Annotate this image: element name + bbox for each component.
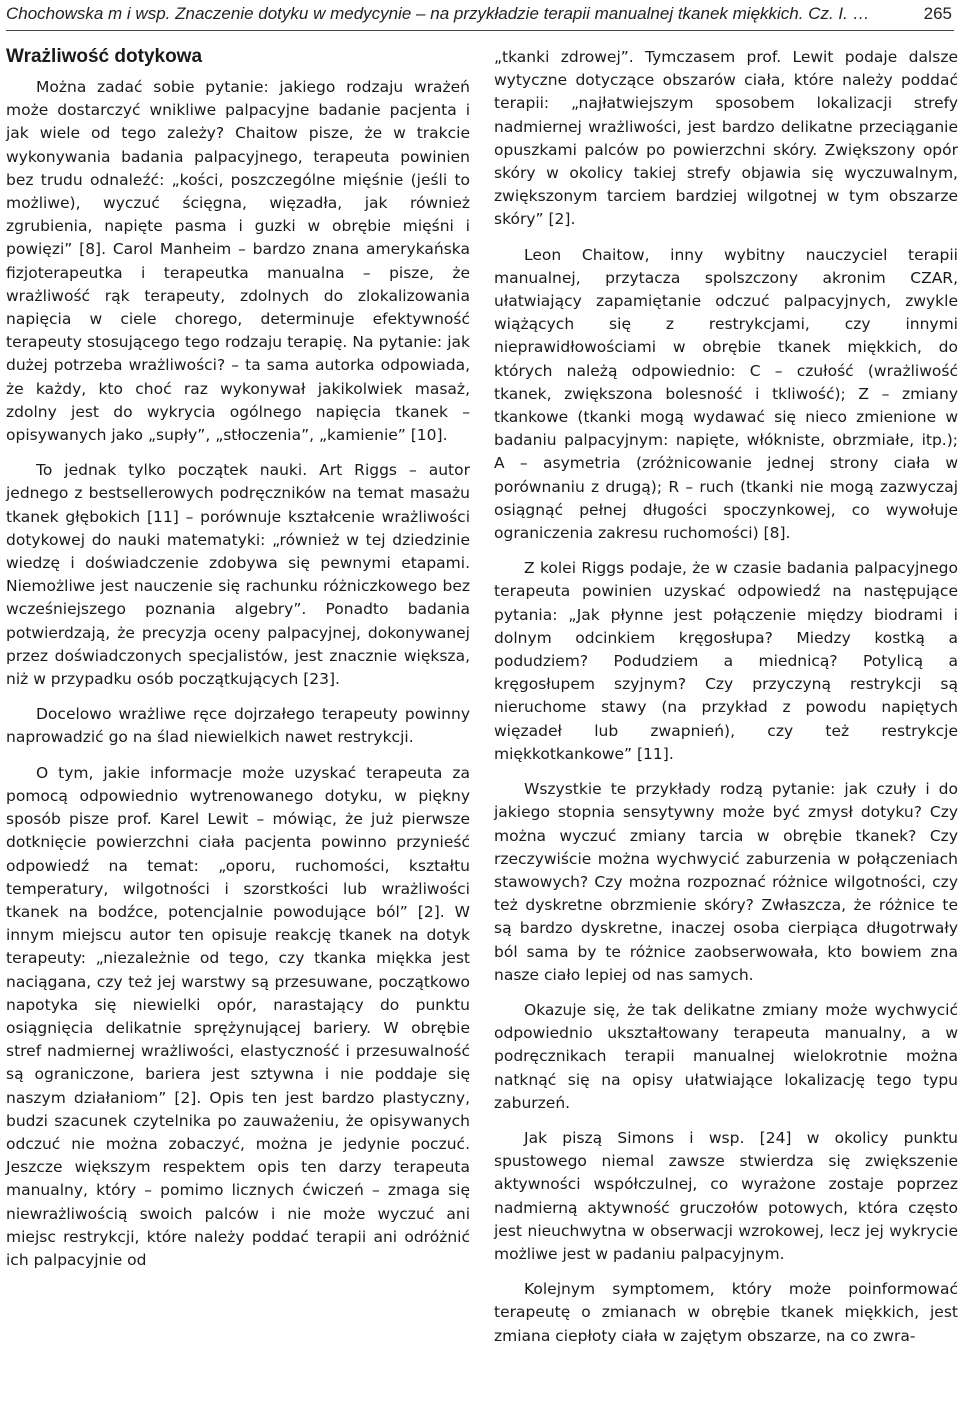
- paragraph: O tym, jakie informacje może uzyskać terapeuta za pomocą odpowiednio wytrenowanego dotyku, w piękny sposób pisze prof. Karel Lewit – mówiąc, że już pierwsze dotknięcie powierzchni ciała pacjenta powinno przynieść odpowiedź na temat: „oporu, ruchomości, kształtu temperatury, wilgotności i szorstkości lub wrażliwości tkanek na bodźce, potencjalnie powodujące ból” [2]. W innym miejscu autor ten opisuje reakcję tkanek na dotyk terapeuty: „niezależnie od tego, czy tkanka miękka jest naciągana, czy też jej warstwy są przesuwane, początkowo napotyka się niewielki opór, narastający do punktu osiągnięcia delikatnie sprężynującej bariery. W obrębie stref nadmiernej wrażliwości, elastyczność i przesuwalność są ograniczone, bariera jest sztywna i nie poddaje się naszym działaniom” [2]. Opis ten jest bardzo plastyczny, budzi szacunek czytelnika po zauważeniu, że opisywanych odczuć nie można zobaczyć, można je jedynie poczuć. Jeszcze większym respektem opis ten darzy terapeuta manualny, który – pomimo licznych ćwiczeń – zmaga się niewrażliwością swoich palców i nie może wyczuć ani miejsc restrykcji, które należy poddać terapii ani odróżnić ich palpacyjnie od: [6, 763, 470, 1269]
- paragraph: Jak piszą Simons i wsp. [24] w okolicy punktu spustowego niemal zawsze stwierdza się zwiększenie aktywności współczulnej, co wyrażone zostaje poprzez nadmierną aktywność gruczołów potowych, która często jest nieuchwytna w obserwacji wzrokowej, lecz jej wykrycie możliwe jest w padaniu palpacyjnym.: [494, 1128, 958, 1263]
- section-title: Wrażliwość dotykowa: [6, 46, 203, 67]
- paragraph: Można zadać sobie pytanie: jakiego rodzaju wrażeń może dostarczyć wnikliwe palpacyjne badanie pacjenta i jak wiele od tego zależy? Chaitow pisze, że w trakcie wykonywania badania palpacyjnego, terapeuta powinien bez trudu odnaleźć: „kości, poszczególne mięśnie (jeśli to możliwe), wyczuć ścięgna, więzadła, jak również zgrubienia, napięte pasma i guzki w obrębie mięśni i powięzi” [8]. Carol Manheim – bardzo znana amerykańska fizjoterapeutka i terapeutka manualna – pisze, że wrażliwość rąk terapeuty, zdolnych do zlokalizowania napięcia w ciele chorego, determinuje efektywność terapeuty stosującego tego rodzaju terapię. Na pytanie: jak dużej potrzeba wrażliwości? – ta sama autorka odpowiada, że każdy, kto choć raz wykonywał jakikolwiek masaż, zdolny jest do wykrycia ogólnego napięcia tkanek – opisywanych jako „supły”, „stłoczenia”, „kamienie” [10].: [6, 78, 470, 445]
- left-column: [6, 44, 470, 1284]
- page-number: 265: [923, 4, 952, 23]
- right-column: [494, 46, 958, 1360]
- paragraph: To jednak tylko początek nauki. Art Riggs – autor jednego z bestsellerowych podręczników na temat masażu tkanek głębokich [11] – porównuje kształcenie wrażliwości dotykowej do nauki matematyki: „również w tej dziedzinie wiedzę i doświadczenie zdobywa się pewnymi etapami. Niemożliwe jest nauczenie się rachunku różniczkowego bez wcześniejszego poznania algebry”. Ponadto badania potwierdzają, że precyzja oceny palpacyjnej, dokonywanej przez doświadczonych specjalistów, jest znacznie większa, niż w przypadku osób początkujących [23].: [6, 461, 470, 689]
- paragraph: Okazuje się, że tak delikatne zmiany może wychwycić odpowiednio ukształtowany terapeuta manualny, a w podręcznikach terapii manualnej wielokrotnie można natknąć się na opisy ułatwiające lokalizację tego typu zaburzeń.: [494, 1000, 958, 1112]
- running-header: [6, 0, 954, 31]
- paragraph: Leon Chaitow, inny wybitny nauczyciel terapii manualnej, przytacza spolszczony akronim CZAR, ułatwiający zapamiętanie odczuć palpacyjnych, zwykle wiążących się z restrykcjami, czy innymi nieprawidłowościami w obrębie tkanek miękkich, do których należą odpowiednio: C – czułość (wrażliwość tkanek, zwiększona bolesność i tkliwość); Z – zmiany tkankowe (tkanki mogą wydawać się nieco zmienione w badaniu palpacyjnym: napięte, włókniste, obrzmiałe, itp.); A – asymetria (zróżnicowanie jednej strony ciała w porównaniu z drugą); R – ruch (tkanki nie mogą zazwyczaj osiągnąć pełnej długości spoczynkowej, co wywołuje ograniczenia zakresu ruchomości) [8].: [494, 245, 958, 543]
- paragraph: Z kolei Riggs podaje, że w czasie badania palpacyjnego terapeuta powinien uzyskać odpowiedź na następujące pytania: „Jak płynne jest połączenie między biodrami i dolnym odcinkiem kręgosłupa? Miedzy kostką a podudziem? Podudziem a miednicą? Potylicą a kręgosłupem szyjnym? Czy przyczyną restrykcji są nieruchome stawy (na przykład z powodu napiętych więzadeł lub zwapnień), czy też restrykcje miękkotkankowe” [11].: [494, 559, 958, 763]
- paragraph: Kolejnym symptomem, który może poinformować terapeutę o zmianach w obrębie tkanek miękkich, jest zmiana ciepłoty ciała w zajętym obszarze, na co zwra-: [494, 1280, 958, 1345]
- paragraph: „tkanki zdrowej”. Tymczasem prof. Lewit podaje dalsze wytyczne dotyczące obszarów ciała, które należy poddać terapii: „najłatwiejszym sposobem lokalizacji strefy nadmiernej wrażliwości, jest bardzo delikatne przeciąganie opuszkami palców po powierzchni skóry. Zwiększony opór skóry w okolicy takiej strefy objawia się wyczuwalnym, zwiększonym tarciem bardziej wilgotnej w tym obszarze skóry” [2].: [494, 48, 958, 229]
- running-title: Chochowska m i wsp. Znaczenie dotyku w medycynie – na przykładzie terapii manualnej tkanek miękkich. Cz. I. …: [6, 4, 870, 23]
- paragraph: Docelowo wrażliwe ręce dojrzałego terapeuty powinny naprowadzić go na ślad niewielkich nawet restrykcji.: [6, 705, 470, 747]
- paragraph: Wszystkie te przykłady rodzą pytanie: jak czuły i do jakiego stopnia sensytywny może być zmysł dotyku? Czy można wyczuć zmiany tarcia w obrębie tkanek? Czy rzeczywiście można wychwycić zaburzenia w połączeniach stawowych? Czy można rozpoznać różnice wilgotności, czy też dyskretne obrzmienie skóry? Zwłaszcza, że różnice te są bardzo dyskretne, inaczej osoba cierpiąca długotrwały ból sama by te różnice zaobserwowała, kto bowiem zna nasze ciało lepiej od nas samych.: [494, 780, 958, 984]
